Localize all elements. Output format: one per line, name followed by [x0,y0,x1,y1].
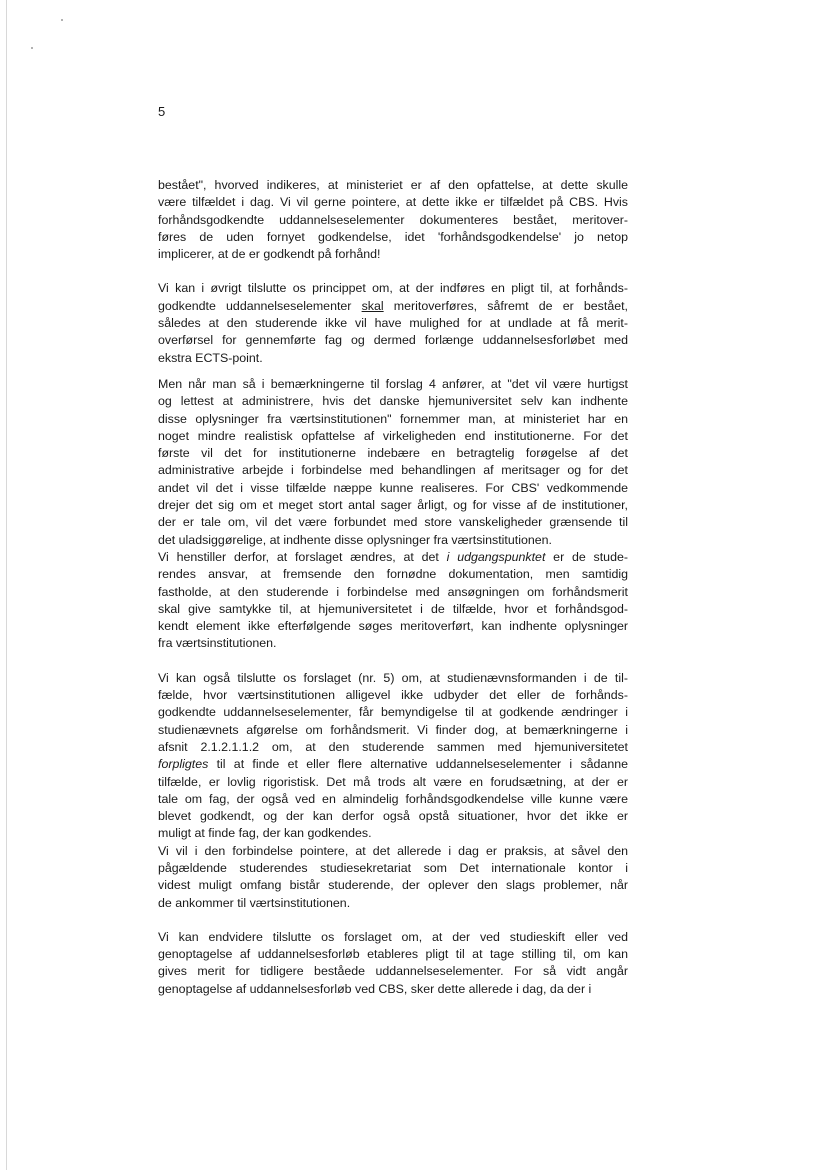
text-line: overførsel for gennemførte fag og dermed forlænge uddannelsesforløbet med [158,333,628,348]
text-line: administrative arbejde i forbindelse med behandlingen af meritsager og for det [158,463,628,478]
paragraph [158,549,628,653]
italic-phrase: forpligtes [158,757,209,772]
text-run: meritoverføres, såfremt de er bestået, [383,298,628,313]
paragraph [158,670,628,843]
paragraph [158,929,628,998]
text-line: være tilfældet i dag. Vi vil gerne pointere, at dette ikke er tilfældet på CBS. Hvis [158,195,628,210]
text-line: skal give samtykke til, at hjemuniversitetet i de tilfælde, hvor et forhåndsgod- [158,601,628,616]
text-line: tale om fag, der også ved en almindelig forhåndsgodkendelse ville kunne være [158,791,628,806]
text-line: gives merit for tidligere beståede uddannelseselementer. For så vidt angår [158,964,628,979]
text-line: der er tale om, vil det være forbundet med store vanskeligheder grænsende til [158,515,628,530]
italic-phrase: i udgangspunktet [446,549,546,564]
text-line: godkendte uddannelseselementer, får bemyndigelse til at godkende ændringer i [158,705,628,720]
text-line: implicerer, at de er godkendt på forhånd! [158,247,381,262]
text-line: forhåndsgodkendte uddannelseselementer dokumenteres bestået, meritover- [158,212,628,227]
text-line: rendes ansvar, at fremsende den fornødne dokumentation, men samtidig [158,567,628,582]
text-run: til at finde et eller flere alternative uddannelseselementer i sådanne [208,757,628,772]
text-line: ekstra ECTS-point. [158,350,263,365]
text-run: er de stude- [545,549,628,564]
text-line: Vi vil i den forbindelse pointere, at det allerede i dag er praksis, at såvel den [158,843,628,858]
text-line: første vil det for institutionerne indebære en betragtelig forøgelse af det [158,446,628,461]
text-line: Vi kan også tilslutte os forslaget (nr. 5) om, at studienævnsformanden i de til- [158,670,628,685]
letter-body [158,177,628,998]
text-line [158,549,628,566]
text-line: fælde, hvor værtsinstitutionen alligevel ikke udbyder det eller de forhånds- [158,688,628,703]
scan-edge [6,0,7,1170]
text-run: godkendte uddannelseselementer [158,298,362,313]
text-line: kendt element ikke efterfølgende søges meritoverført, kan indhente oplysninger [158,619,628,634]
text-run: Vi henstiller derfor, at forslaget ændres, at det [158,549,447,564]
text-line: fastholde, at den studerende i forbindelse med ansøgningen om forhåndsmerit [158,584,628,599]
text-line: således at den studerende ikke vil have mulighed for at undlade at få merit- [158,316,628,331]
text-line: pågældende studerendes studiesekretariat som Det internationale kontor i [158,860,628,875]
text-line: fra værtsinstitutionen. [158,636,277,651]
paragraph [158,280,628,366]
paragraph [158,177,628,263]
text-line: det uladsiggørelige, at indhente disse oplysninger fra værtsinstitutionen. [158,532,552,547]
text-line: de ankommer til værtsinstitutionen. [158,895,351,910]
text-line [158,756,628,773]
scan-speck [31,47,33,49]
text-line: blevet godkendt, og der kan derfor også opstå situationer, hvor det ikke er [158,809,628,824]
paragraph [158,376,628,549]
text-line: drejer det sig om et meget stort antal sager årligt, og for visse af de institutioner, [158,498,628,513]
text-line: andet vil det i visse tilfælde næppe kunne realiseres. For CBS' vedkommende [158,480,628,495]
page-number: 5 [158,104,166,119]
text-line: videst muligt omfang bistår studerende, der oplever den slags problemer, når [158,878,628,893]
text-line: afsnit 2.1.2.1.1.2 om, at den studerende sammen med hjemuniversitetet [158,739,628,754]
text-line: noget mindre realistisk opfattelse af virkeligheden end institutionerne. For det [158,428,628,443]
text-line: genoptagelse af uddannelsesforløb etableres pligt til at tage stilling til, om kan [158,947,628,962]
text-line: og lettest at administrere, hvis det danske hjemuniversitet selv kan indhente [158,394,628,409]
text-line: bestået", hvorved indikeres, at ministeriet er af den opfattelse, at dette skulle [158,178,628,192]
text-line: føres de uden fornyet godkendelse, idet 'forhåndsgodkendelse' jo netop [158,229,628,244]
text-line: muligt at finde fag, der kan godkendes. [158,826,372,841]
text-line: Vi kan i øvrigt tilslutte os princippet om, at der indføres en pligt til, at forhånds- [158,281,628,296]
scan-speck [61,19,63,21]
paragraph [158,843,628,912]
text-line: tilfælde, er lovlig rigoristisk. Det må trods alt være en forudsætning, at der er [158,774,628,789]
underlined-word: skal [361,298,384,313]
text-line [158,298,628,315]
text-line: genoptagelse af uddannelsesforløb ved CBS, sker dette allerede i dag, da der i [158,981,592,996]
text-line: Men når man så i bemærkningerne til forslag 4 anfører, at "det vil være hurtigst [158,376,628,391]
text-line: disse oplysninger fra værtsinstitutionen" fornemmer man, at ministeriet har en [158,411,628,426]
text-line: Vi kan endvidere tilslutte os forslaget om, at der ved studieskift eller ved [158,929,628,944]
text-line: studienævnets afgørelse om forhåndsmerit. Vi finder dog, at bemærkningerne i [158,722,628,737]
